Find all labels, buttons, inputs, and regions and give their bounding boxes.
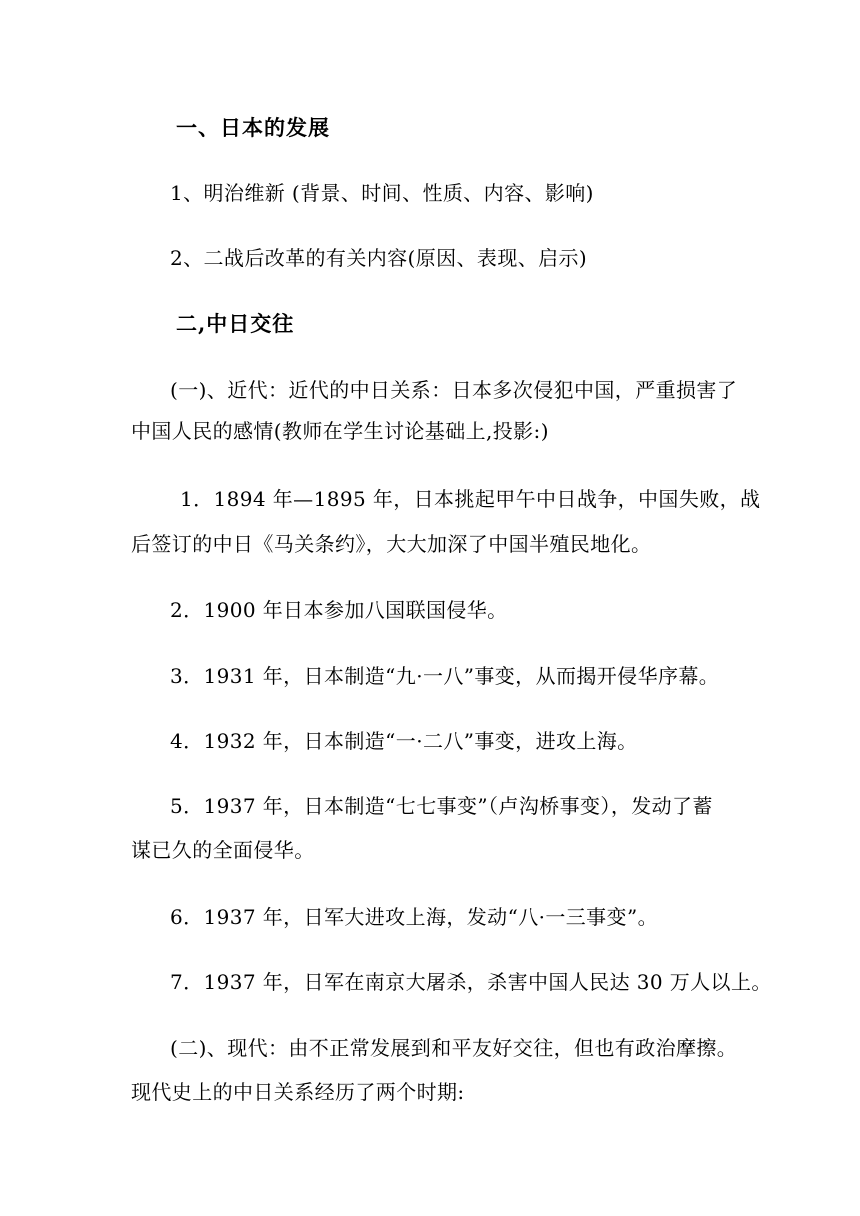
event-item-6: 6．1937 年，日军大进攻上海，发动“八·一三事变”。 <box>170 905 658 929</box>
paragraph-contemporary-intro-line2: 现代史上的中日关系经历了两个时期: <box>131 1080 465 1104</box>
paragraph-modern-intro-line2: 中国人民的感情(教师在学生讨论基础上,投影:) <box>131 419 549 443</box>
paragraph-modern-intro-line1: (一)、近代：近代的中日关系：日本多次侵犯中国，严重损害了 <box>170 378 738 402</box>
event-item-4: 4．1932 年，日本制造“一·二八”事变，进攻上海。 <box>170 729 638 753</box>
event-item-2: 2．1900 年日本参加八国联国侵华。 <box>170 598 508 622</box>
list-item-postwar-reform: 2、二战后改革的有关内容(原因、表现、启示) <box>170 246 588 270</box>
event-item-1-line1: 1．1894 年—1895 年，日本挑起甲午中日战争，中国失败，战 <box>180 487 761 511</box>
event-item-3: 3．1931 年，日本制造“九·一八”事变，从而揭开侵华序幕。 <box>170 664 720 688</box>
event-item-1-line2: 后签订的中日《马关条约》，大大加深了中国半殖民地化。 <box>131 532 652 556</box>
paragraph-contemporary-intro-line1: (二)、现代：由不正常发展到和平友好交往，但也有政治摩擦。 <box>170 1036 738 1060</box>
list-item-meiji-restoration: 1、明治维新 (背景、时间、性质、内容、影响) <box>170 181 594 205</box>
section-heading-sino-japanese-relations: 二,中日交往 <box>176 311 295 336</box>
event-item-7: 7．1937 年，日军在南京大屠杀，杀害中国人民达 30 万人以上。 <box>170 970 772 994</box>
event-item-5-line1: 5．1937 年，日本制造“七七事变”（卢沟桥事变），发动了蓄 <box>170 794 713 818</box>
section-heading-japan-development: 一、日本的发展 <box>176 115 330 140</box>
event-item-5-line2: 谋已久的全面侵华。 <box>131 838 315 862</box>
